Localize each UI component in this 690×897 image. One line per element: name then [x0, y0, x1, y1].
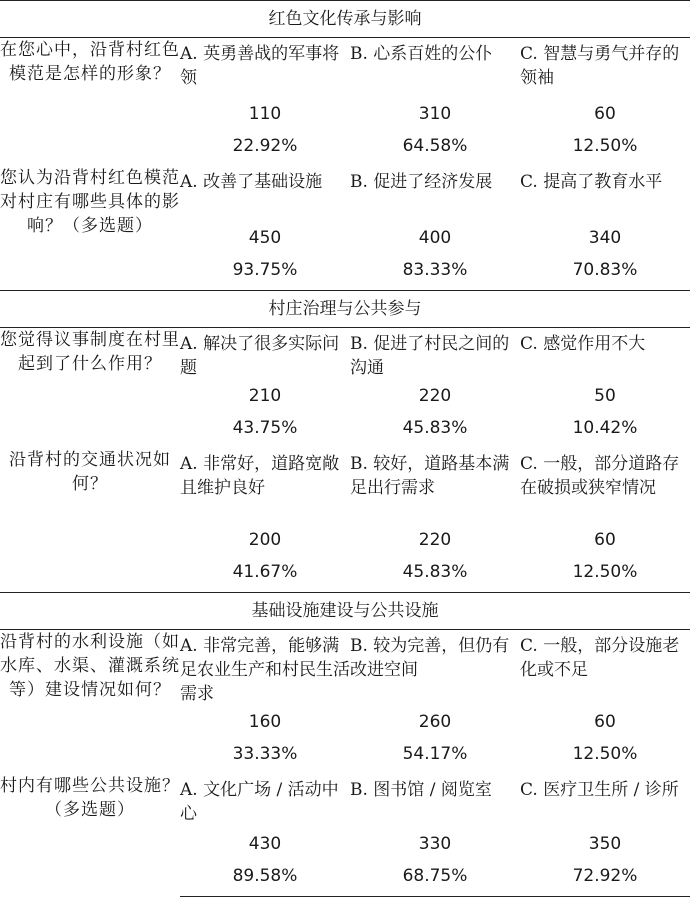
- count-b: 400: [418, 228, 452, 248]
- option-a: A. 改善了基础设施: [180, 172, 323, 192]
- count-a: 450: [248, 228, 282, 248]
- option-b: B. 促进了村民之间的沟通: [350, 334, 510, 378]
- section-title: 基础设施建设与公共设施: [0, 593, 690, 630]
- option-c: C. 智慧与勇气并存的领袖: [520, 44, 680, 88]
- question-cell: 村内有哪些公共设施？（多选题）: [0, 776, 180, 820]
- count-c: 50: [594, 386, 616, 406]
- question-cell: 您觉得议事制度在村里起到了什么作用？: [0, 330, 180, 374]
- options-row: [0, 448, 690, 528]
- count-b: 310: [418, 104, 452, 124]
- question-cell: 沿背村的交通状况如何？: [9, 450, 171, 494]
- count-b: 220: [418, 530, 452, 550]
- percent-b: 64.58%: [402, 136, 468, 156]
- percent-a: 22.92%: [232, 136, 298, 156]
- section-header-row: [0, 291, 690, 328]
- count-b: 330: [418, 834, 452, 854]
- count-a: 110: [248, 104, 282, 124]
- option-a: A. 解决了很多实际问题: [180, 334, 340, 378]
- option-b: B. 图书馆 / 阅览室: [350, 780, 492, 800]
- percent-a: 43.75%: [232, 418, 298, 438]
- count-a: 160: [248, 712, 282, 732]
- options-row: [0, 38, 690, 103]
- percent-b: 54.17%: [402, 744, 468, 764]
- percent-a: 41.67%: [232, 562, 298, 582]
- percent-b: 45.83%: [402, 418, 468, 438]
- option-a: A. 文化广场 / 活动中心: [180, 780, 339, 824]
- question-cell: 在您心中，沿背村红色模范是怎样的形象？: [0, 40, 180, 84]
- option-c: C. 提高了教育水平: [520, 172, 663, 192]
- options-row: [0, 774, 690, 832]
- percent-a: 93.75%: [232, 260, 298, 280]
- section-title: 红色文化传承与影响: [0, 1, 690, 38]
- option-a: A. 英勇善战的军事将领: [180, 44, 340, 88]
- percent-c: 70.83%: [572, 260, 638, 280]
- count-a: 430: [248, 834, 282, 854]
- count-c: 350: [588, 834, 622, 854]
- count-b: 260: [418, 712, 452, 732]
- percent-b: 68.75%: [350, 864, 520, 897]
- options-row: [0, 166, 690, 226]
- option-c: C. 感觉作用不大: [520, 334, 646, 354]
- count-c: 60: [594, 530, 616, 550]
- percent-b: 83.33%: [402, 260, 468, 280]
- percent-c: 12.50%: [572, 562, 638, 582]
- count-c: 60: [594, 712, 616, 732]
- percent-b: 45.83%: [402, 562, 468, 582]
- option-b: B. 较好，道路基本满足出行需求: [350, 454, 510, 498]
- question-cell: 沿背村的水利设施（如水库、水渠、灌溉系统等）建设情况如何？: [0, 632, 180, 700]
- question-cell: 您认为沿背村红色模范对村庄有哪些具体的影响？（多选题）: [0, 168, 180, 236]
- option-c: C. 医疗卫生所 / 诊所: [520, 780, 679, 800]
- option-b: B. 心系百姓的公仆: [350, 44, 493, 64]
- options-row: [0, 630, 690, 711]
- option-c: C. 一般，部分道路存在破损或狭窄情况: [520, 454, 680, 498]
- percent-c: 10.42%: [572, 418, 638, 438]
- percent-a: 33.33%: [232, 744, 298, 764]
- section-header-row: [0, 1, 690, 38]
- options-row: [0, 328, 690, 385]
- count-c: 340: [588, 228, 622, 248]
- percent-c: 12.50%: [572, 136, 638, 156]
- percent-a: 89.58%: [180, 864, 350, 897]
- option-c: C. 一般，部分设施老化或不足: [520, 636, 680, 680]
- option-b: B. 较为完善，但仍有改进空间: [350, 636, 510, 680]
- percent-c: 12.50%: [572, 744, 638, 764]
- option-a: A. 非常完善，能够满足农业生产和村民生活需求: [180, 636, 350, 704]
- percent-c: 72.92%: [520, 864, 690, 897]
- count-c: 60: [594, 104, 616, 124]
- section-header-row: [0, 593, 690, 630]
- option-b: B. 促进了经济发展: [350, 172, 493, 192]
- count-a: 200: [248, 530, 282, 550]
- option-a: A. 非常好，道路宽敞且维护良好: [180, 454, 340, 498]
- count-b: 220: [418, 386, 452, 406]
- count-a: 210: [248, 386, 282, 406]
- section-title: 村庄治理与公共参与: [0, 291, 690, 328]
